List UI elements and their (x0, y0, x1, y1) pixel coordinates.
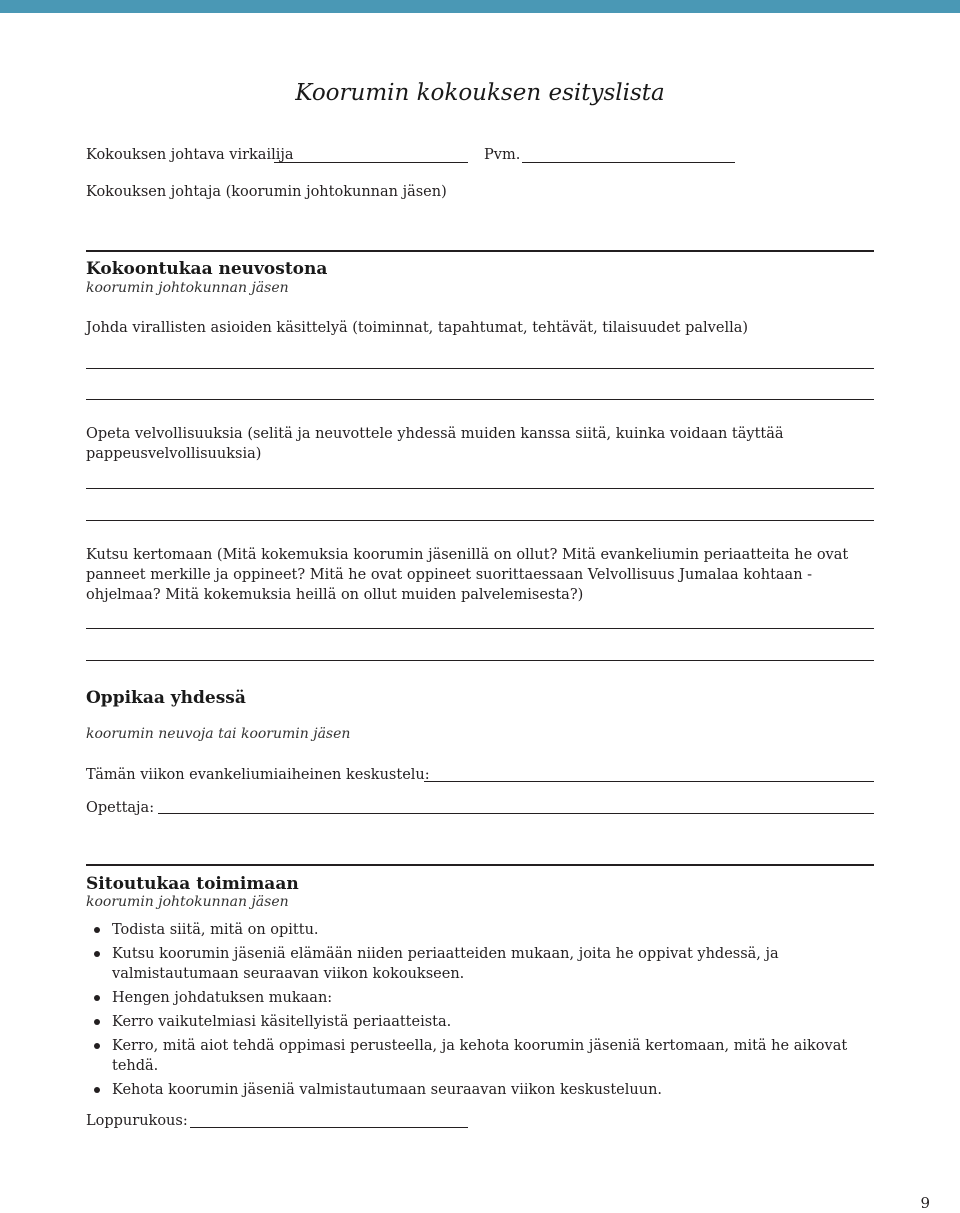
list-item: Todista siitä, mitä on opittu. (86, 920, 866, 940)
conducting-label: Kokouksen johtaja (koorumin johtokunnan jäsen) (86, 184, 447, 200)
date-label: Pvm. (484, 147, 521, 163)
agenda-item-duties: Opeta velvollisuuksia (selitä ja neuvottele yhdessä muiden kanssa siitä, kuinka voidaan täyttää pappeusvelvollisuuksia) (86, 426, 784, 462)
closing-prayer-field[interactable] (190, 1127, 468, 1128)
list-item: Kerro vaikutelmiasi käsitellyistä periaatteista. (86, 1012, 866, 1032)
list-item: Kerro, mitä aiot tehdä oppimasi perusteella, ja kehota koorumin jäseniä kertomaan, mitä he aikovat tehdä. (86, 1036, 866, 1076)
presiding-label: Kokouksen johtava virkailija (86, 147, 294, 163)
write-line[interactable] (86, 520, 874, 521)
closing-prayer-label: Loppurukous: (86, 1113, 188, 1129)
section-heading-learn: Oppikaa yhdessä (86, 688, 246, 708)
date-field[interactable] (522, 162, 735, 163)
write-line[interactable] (86, 368, 874, 369)
discussion-label: Tämän viikon evankeliumiaiheinen keskustelu: (86, 767, 430, 783)
write-line[interactable] (86, 628, 874, 629)
presiding-field[interactable] (274, 162, 468, 163)
write-line[interactable] (86, 399, 874, 400)
agenda-item-business: Johda virallisten asioiden käsittelyä (toiminnat, tapahtumat, tehtävät, tilaisuudet palvella) (86, 320, 749, 336)
top-color-bar (0, 0, 960, 13)
section-divider (86, 864, 874, 866)
page-number: 9 (920, 1194, 930, 1212)
section-divider (86, 250, 874, 252)
section-heading-council: Kokoontukaa neuvostona (86, 259, 328, 279)
list-item: Kutsu koorumin jäseniä elämään niiden periaatteiden mukaan, joita he oppivat yhdessä, ja valmistautumaan seuraavan viikon kokoukseen. (86, 944, 866, 984)
discussion-field[interactable] (424, 781, 874, 782)
action-list (86, 920, 866, 1104)
agenda-item-report: Kutsu kertomaan (Mitä kokemuksia koorumin jäsenillä on ollut? Mitä evankeliumin periaatteita he ovat panneet merkille ja oppineet? Mitä he ovat oppineet suorittaessaan Velvollisuus Jumalaa kohtaan -ohjelmaa? Mitä kokemuksia heillä on ollut muiden palvelemisesta?) (86, 547, 849, 603)
section-subtitle-learn: koorumin neuvoja tai koorumin jäsen (86, 726, 351, 742)
section-heading-act: Sitoutukaa toimimaan (86, 874, 299, 894)
list-item: Kehota koorumin jäseniä valmistautumaan seuraavan viikon keskusteluun. (86, 1080, 866, 1100)
section-subtitle-council: koorumin johtokunnan jäsen (86, 280, 289, 296)
write-line[interactable] (86, 660, 874, 661)
page-title: Koorumin kokouksen esityslista (295, 80, 665, 106)
list-item: Hengen johdatuksen mukaan: (86, 988, 866, 1008)
teacher-label: Opettaja: (86, 800, 155, 816)
teacher-field[interactable] (158, 813, 874, 814)
section-subtitle-act: koorumin johtokunnan jäsen (86, 894, 289, 910)
write-line[interactable] (86, 488, 874, 489)
